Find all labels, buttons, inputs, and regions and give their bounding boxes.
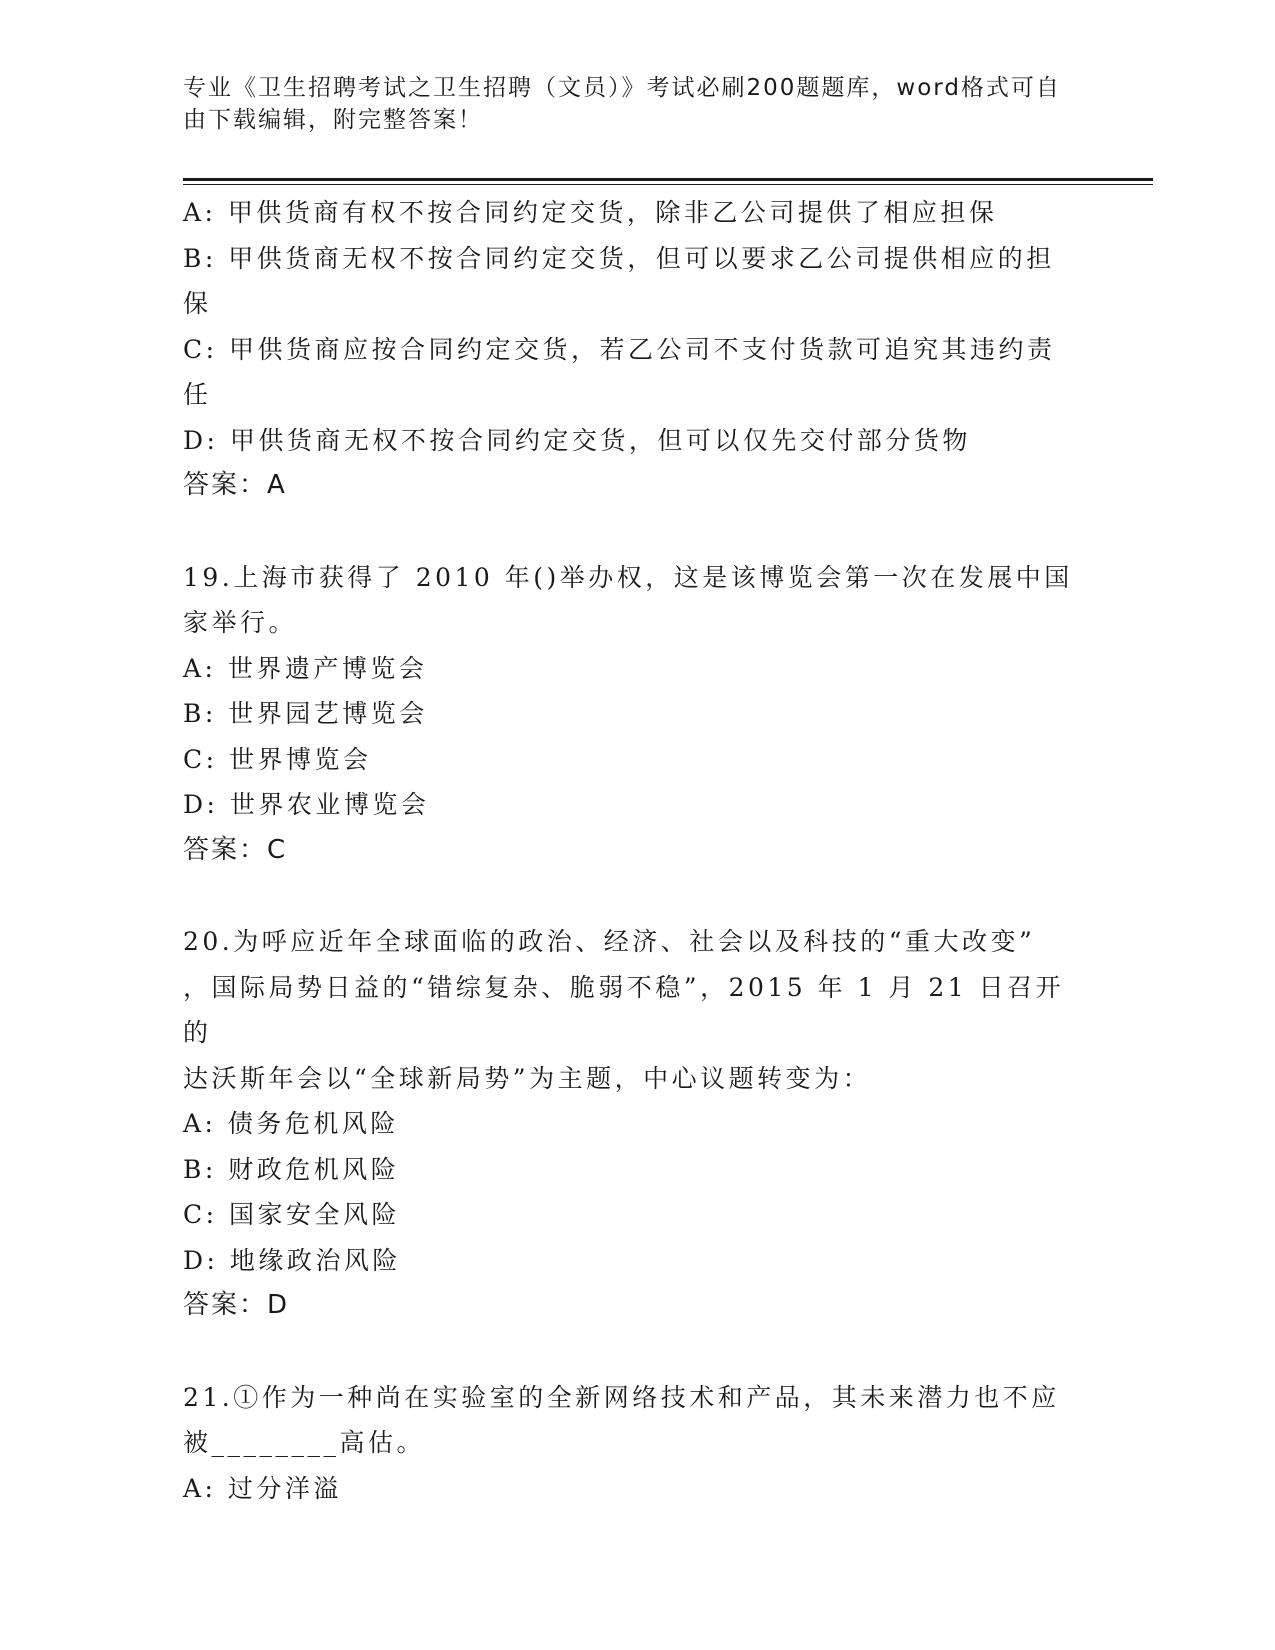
header-rule-thick bbox=[183, 178, 1153, 181]
option-line: A: 甲供货商有权不按合同约定交货，除非乙公司提供了相应担保 bbox=[183, 198, 998, 227]
option-line: 任 bbox=[183, 380, 212, 409]
header-title-line-2: 由下载编辑，附完整答案！ bbox=[183, 107, 483, 133]
question-stem-line: 19.上海市获得了 2010 年()举办权，这是该博览会第一次在发展中国 bbox=[183, 562, 1073, 592]
option-line: B: 世界园艺博览会 bbox=[183, 699, 428, 728]
question-stem-line: 20.为呼应近年全球面临的政治、经济、社会以及科技的“重大改变” bbox=[183, 927, 1036, 956]
answer-line: 答案：D bbox=[183, 1290, 290, 1320]
option-line: D: 地缘政治风险 bbox=[183, 1245, 401, 1275]
question-stem-line: 被________高估。 bbox=[183, 1428, 426, 1457]
option-line: A: 过分洋溢 bbox=[183, 1473, 342, 1503]
question-block bbox=[183, 919, 1083, 1329]
header-rule-thin bbox=[183, 184, 1153, 185]
question-block bbox=[183, 190, 1083, 509]
question-block bbox=[183, 555, 1083, 874]
question-block bbox=[183, 1375, 1083, 1512]
option-line: 保 bbox=[183, 289, 212, 318]
answer-line: 答案：C bbox=[183, 834, 288, 865]
question-stem-line: 21.①作为一种尚在实验室的全新网络技术和产品，其未来潜力也不应 bbox=[183, 1382, 1060, 1412]
question-spacer bbox=[183, 873, 1083, 919]
option-line: A: 世界遗产博览会 bbox=[183, 653, 428, 683]
question-stem-line: ，国际局势日益的“错综复杂、脆弱不稳”，2015 年 1 月 21 日召开的 bbox=[183, 972, 1065, 1047]
header-title-line-1: 专业《卫生招聘考试之卫生招聘（文员）》考试必刷200题题库，word格式可自 bbox=[183, 75, 1061, 101]
option-line: B: 财政危机风险 bbox=[183, 1154, 400, 1184]
option-line: C: 世界博览会 bbox=[183, 744, 372, 774]
option-line: D: 甲供货商无权不按合同约定交货，但可以仅先交付部分货物 bbox=[183, 425, 971, 455]
option-line: B: 甲供货商无权不按合同约定交货，但可以要求乙公司提供相应的担 bbox=[183, 243, 1055, 273]
question-spacer bbox=[183, 1329, 1083, 1375]
option-line: C: 国家安全风险 bbox=[183, 1200, 400, 1229]
question-spacer bbox=[183, 509, 1083, 555]
option-line: C: 甲供货商应按合同约定交货，若乙公司不支付货款可追究其违约责 bbox=[183, 334, 1056, 364]
answer-line: 答案：A bbox=[183, 470, 287, 500]
question-stem-line: 达沃斯年会以“全球新局势”为主题，中心议题转变为： bbox=[183, 1063, 872, 1093]
option-line: D: 世界农业博览会 bbox=[183, 790, 430, 819]
option-line: A: 债务危机风险 bbox=[183, 1109, 399, 1138]
question-list bbox=[183, 190, 1083, 1511]
page-header bbox=[183, 72, 1063, 136]
question-stem-line: 家举行。 bbox=[183, 608, 298, 637]
